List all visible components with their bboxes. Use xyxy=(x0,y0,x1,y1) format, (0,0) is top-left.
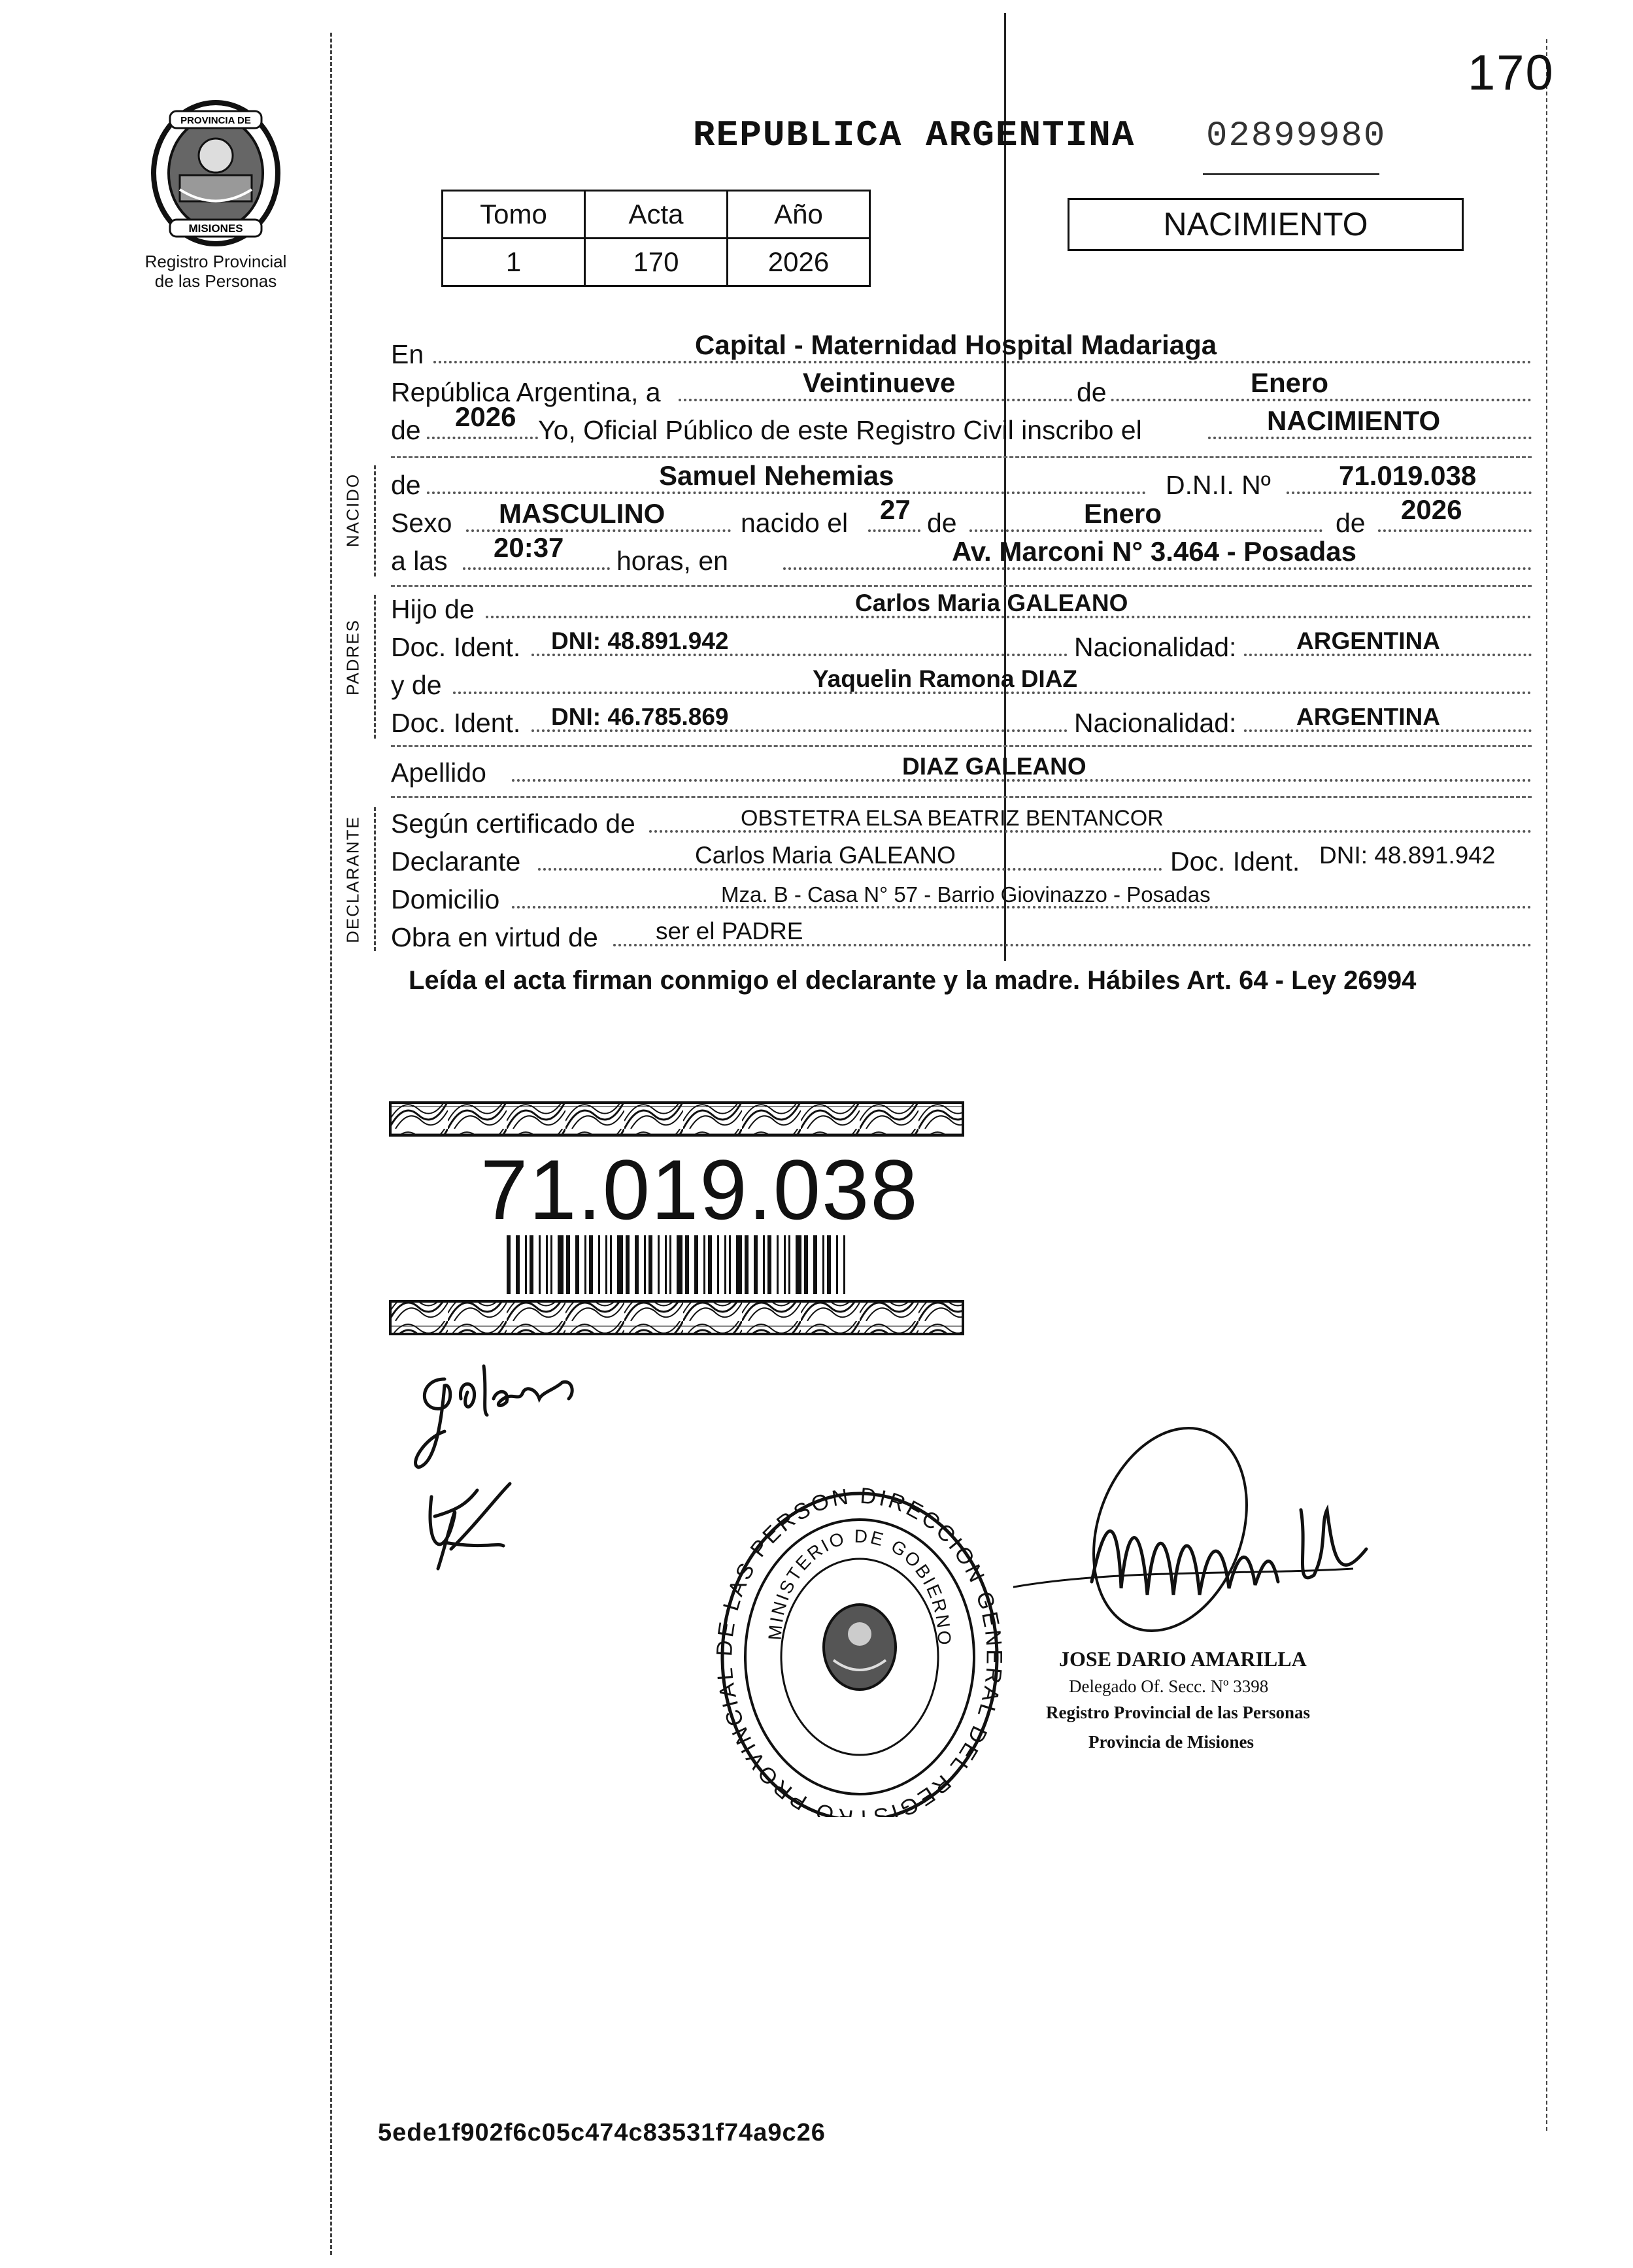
cert-label: Según certificado de xyxy=(391,809,635,839)
closing-text: Leída el acta firman conmigo el declarante y la madre. Hábiles Art. 64 - Ley 26994 xyxy=(409,966,1417,995)
father-row xyxy=(391,588,1532,626)
barcode-bar xyxy=(804,1235,808,1294)
barcode-bar xyxy=(685,1235,689,1294)
official-stamp xyxy=(716,1477,1003,1817)
mother-doc-value: DNI: 46.785.869 xyxy=(551,703,729,730)
dotted-line xyxy=(427,492,1146,494)
barcode-bar xyxy=(788,1235,790,1294)
nacido-time-row xyxy=(391,532,1532,578)
place-label: horas, en xyxy=(616,546,728,576)
barcode-bar xyxy=(610,1235,612,1294)
country-title: REPUBLICA ARGENTINA xyxy=(693,114,1136,156)
sex-value: MASCULINO xyxy=(499,498,665,529)
republic-label: República Argentina, a xyxy=(391,377,661,407)
born-year: 2026 xyxy=(1401,494,1462,525)
acta-header-ano: Año xyxy=(728,191,870,239)
barcode-bar xyxy=(546,1235,548,1294)
official-stamp-seal-icon xyxy=(716,1477,1003,1817)
year-label: de xyxy=(391,415,421,445)
barcode-bar xyxy=(539,1235,541,1294)
time-value: 20:37 xyxy=(494,532,564,563)
barcode-bar xyxy=(525,1235,527,1294)
section-divider xyxy=(391,585,1532,587)
nacido-bracket xyxy=(374,465,376,576)
inscribe-value: NACIMIENTO xyxy=(1267,405,1441,436)
official-province: Provincia de Misiones xyxy=(1088,1732,1254,1752)
father-doc-value: DNI: 48.891.942 xyxy=(551,627,729,654)
barcode-bar xyxy=(658,1235,660,1294)
sex-label: Sexo xyxy=(391,508,452,538)
barcode-bar xyxy=(843,1235,845,1294)
registry-logo xyxy=(141,98,291,248)
mother-nat-label: Nacionalidad: xyxy=(1074,708,1237,738)
section-divider xyxy=(391,456,1532,458)
handwritten-signature-icon xyxy=(405,1353,628,1601)
mother-name: Yaquelin Ramona DIAZ xyxy=(813,665,1078,692)
barcode-icon xyxy=(507,1235,845,1294)
cert-row xyxy=(391,803,1532,841)
de-label: de xyxy=(1074,377,1109,408)
barcode-bar xyxy=(665,1235,667,1294)
barcode-bar xyxy=(736,1235,742,1294)
dotted-line xyxy=(1378,529,1532,532)
document-hash: 5ede1f902f6c05c474c83531f74a9c26 xyxy=(378,2119,826,2146)
barcode-top-band xyxy=(390,1103,963,1135)
registrar-text: Yo, Oficial Público de este Registro Civil inscribo el xyxy=(538,415,1142,445)
place-value: Capital - Maternidad Hospital Madariaga xyxy=(695,329,1217,360)
barcode-bar xyxy=(669,1235,671,1294)
acta-value-ano: 2026 xyxy=(728,239,870,286)
section-divider xyxy=(391,796,1532,798)
declarante-value: Carlos Maria GALEANO xyxy=(695,842,956,869)
dotted-line xyxy=(969,529,1322,532)
apellido-label: Apellido xyxy=(391,758,486,788)
father-doc-label: Doc. Ident. xyxy=(391,632,521,662)
declarante-section-label: DECLARANTE xyxy=(343,816,363,943)
page-number: 170 xyxy=(1468,45,1555,101)
registry-caption-line1: Registro Provincial xyxy=(144,252,287,271)
en-label: En xyxy=(391,339,424,369)
time-label: a las xyxy=(391,546,448,576)
province-seal-icon xyxy=(141,98,291,248)
registry-caption-line2: de las Personas xyxy=(154,271,277,291)
nacido-name-row xyxy=(391,460,1532,502)
barcode-bar xyxy=(566,1235,570,1294)
barcode-bar xyxy=(530,1235,533,1294)
declarante-row xyxy=(391,841,1532,878)
acta-header-tomo: Tomo xyxy=(443,191,585,239)
mother-doc-label: Doc. Ident. xyxy=(391,708,521,738)
official-role: Delegado Of. Secc. Nº 3398 xyxy=(1069,1676,1269,1696)
barcode-bar xyxy=(635,1235,639,1294)
born-day: 27 xyxy=(880,494,911,525)
acta-header-acta: Acta xyxy=(585,191,728,239)
born-de2-label: de xyxy=(1336,508,1366,538)
barcode-bar xyxy=(507,1235,511,1294)
logo-bottom-text: MISIONES xyxy=(188,222,243,235)
serial-underline xyxy=(1203,173,1379,175)
barcode-bar xyxy=(767,1235,771,1294)
declarant-signature xyxy=(405,1353,628,1601)
official-name: JOSE DARIO AMARILLA xyxy=(1059,1647,1307,1671)
declarante-doc-value: DNI: 48.891.942 xyxy=(1319,842,1496,869)
record-type-box: NACIMIENTO xyxy=(1068,198,1464,251)
left-margin-line xyxy=(330,33,332,2255)
domicilio-row xyxy=(391,878,1532,916)
obra-value: ser el PADRE xyxy=(656,918,803,944)
registry-caption xyxy=(118,252,314,291)
dotted-line xyxy=(1208,437,1532,439)
declarante-doc-label: Doc. Ident. xyxy=(1170,846,1300,876)
domicilio-label: Domicilio xyxy=(391,884,500,914)
barcode-bar xyxy=(754,1235,758,1294)
acta-value-tomo: 1 xyxy=(443,239,585,286)
father-label: Hijo de xyxy=(391,594,475,624)
barcode-bar xyxy=(827,1235,831,1294)
apellido-row xyxy=(391,752,1532,790)
barcode-bar xyxy=(717,1235,719,1294)
mother-doc-row xyxy=(391,702,1532,740)
barcode-bar xyxy=(796,1235,801,1294)
barcode-bar xyxy=(729,1235,731,1294)
dotted-line xyxy=(783,567,1532,570)
dotted-line xyxy=(427,437,538,439)
dni-label: D.N.I. Nº xyxy=(1166,470,1271,500)
barcode-bar xyxy=(677,1235,682,1294)
section-divider xyxy=(391,745,1532,747)
mother-row xyxy=(391,664,1532,702)
stamp-inner-text: MINISTERIO DE GOBIERNO xyxy=(764,1526,955,1647)
date-row xyxy=(391,367,1532,409)
barcode-bar xyxy=(703,1235,705,1294)
nacido-name-label: de xyxy=(391,470,421,500)
born-de1-label: de xyxy=(927,508,957,538)
barcode-bar xyxy=(724,1235,726,1294)
barcode-bottom-band xyxy=(390,1301,963,1334)
barcode-bar xyxy=(763,1235,765,1294)
barcode-bar xyxy=(836,1235,838,1294)
registrar-row xyxy=(391,401,1532,447)
place-row xyxy=(391,329,1532,371)
barcode-number: 71.019.038 xyxy=(480,1142,919,1237)
place-of-birth-value: Av. Marconi N° 3.464 - Posadas xyxy=(952,536,1357,567)
dotted-line xyxy=(868,529,920,532)
born-label: nacido el xyxy=(741,508,849,538)
barcode-bar xyxy=(813,1235,817,1294)
apellido-value: DIAZ GALEANO xyxy=(902,753,1086,780)
nacido-section-label: NACIDO xyxy=(343,473,363,548)
born-month: Enero xyxy=(1084,498,1162,529)
declarante-label: Declarante xyxy=(391,846,521,876)
stamp-outer-text: DIRECCION GE AL DEL REGIS RO PROVINCIA E LAS PERSON xyxy=(716,1483,1003,1817)
day-value: Veintinueve xyxy=(803,367,956,398)
father-nat-value: ARGENTINA xyxy=(1296,627,1440,654)
mother-label: y de xyxy=(391,670,442,700)
barcode-bar xyxy=(694,1235,698,1294)
obra-row xyxy=(391,916,1532,954)
year-value: 2026 xyxy=(455,401,516,432)
barcode-bar xyxy=(777,1235,779,1294)
right-margin-line xyxy=(1546,39,1547,2131)
padres-section-label: PADRES xyxy=(343,619,363,695)
dotted-line xyxy=(433,361,1532,363)
domicilio-value: Mza. B - Casa N° 57 - Barrio Giovinazzo - Posadas xyxy=(721,882,1211,907)
logo-top-text: PROVINCIA DE xyxy=(180,115,251,126)
father-doc-row xyxy=(391,626,1532,664)
dni-value: 71.019.038 xyxy=(1339,460,1477,491)
barcode-bar xyxy=(745,1235,749,1294)
nacido-name-value: Samuel Nehemias xyxy=(659,460,894,491)
acta-table-value-row xyxy=(443,239,870,286)
barcode-bar xyxy=(589,1235,593,1294)
month-value: Enero xyxy=(1251,367,1329,398)
barcode-bar xyxy=(822,1235,824,1294)
acta-table-header-row xyxy=(443,191,870,239)
serial-number: 02899980 xyxy=(1206,116,1387,156)
official-organization: Registro Provincial de las Personas xyxy=(1046,1703,1310,1722)
barcode-bar xyxy=(598,1235,600,1294)
barcode-bar xyxy=(644,1235,646,1294)
barcode-bar xyxy=(626,1235,630,1294)
barcode-bar xyxy=(605,1235,607,1294)
acta-table xyxy=(441,190,871,287)
barcode-bar xyxy=(708,1235,712,1294)
padres-bracket xyxy=(374,595,376,739)
dotted-line xyxy=(463,567,610,570)
barcode-bar xyxy=(617,1235,623,1294)
declarante-bracket xyxy=(374,807,376,951)
barcode-bar xyxy=(550,1235,552,1294)
barcode-bar xyxy=(575,1235,579,1294)
mother-nat-value: ARGENTINA xyxy=(1296,703,1440,730)
father-name: Carlos Maria GALEANO xyxy=(855,590,1128,616)
barcode-bar xyxy=(648,1235,652,1294)
barcode-bar xyxy=(558,1235,564,1294)
acta-value-acta: 170 xyxy=(585,239,728,286)
cert-value: OBSTETRA ELSA BEATRIZ BENTANCOR xyxy=(741,806,1164,831)
barcode-bar xyxy=(516,1235,520,1294)
barcode-bar xyxy=(584,1235,586,1294)
barcode-bar xyxy=(784,1235,786,1294)
obra-label: Obra en virtud de xyxy=(391,922,598,952)
father-nat-label: Nacionalidad: xyxy=(1074,632,1237,662)
